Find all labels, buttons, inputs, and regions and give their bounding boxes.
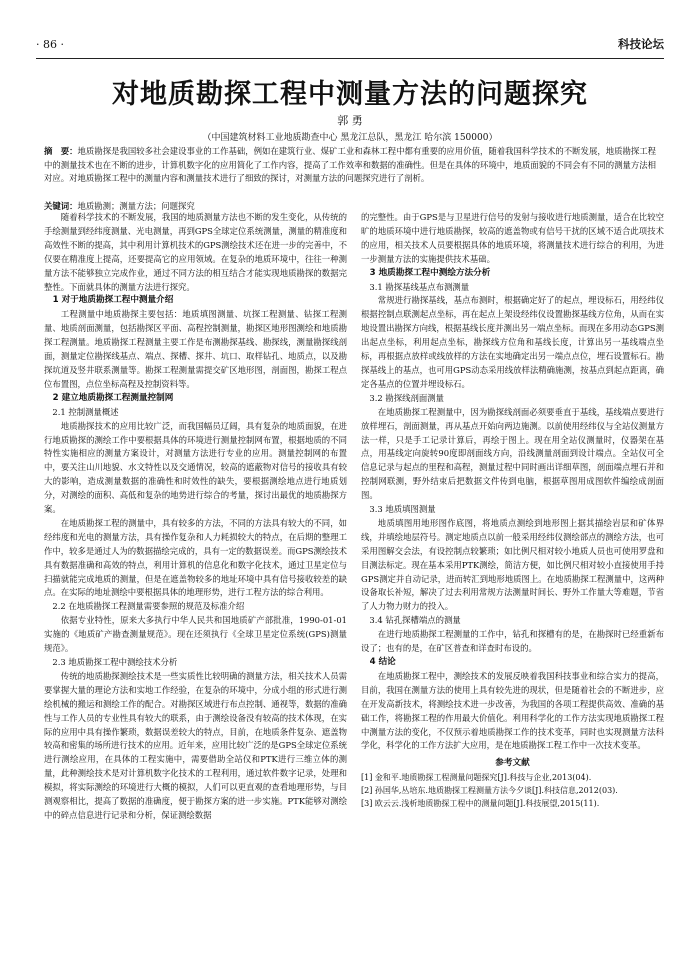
section-2-2-heading: 2.2 在地质勘探工程测量需要参照的规范及标准介绍 — [52, 601, 245, 612]
left-column — [44, 211, 347, 951]
section-2-1-heading: 2.1 控制测量概述 — [52, 406, 119, 417]
running-header — [36, 36, 664, 56]
continued-paragraph: 的完整性。由于GPS是与卫星进行信号的发射与接收进行地质测量，适合在比较空旷的地质环境中进行地质勘探，较高的遮盖物或有信号干扰的区域不适合此项技术的应用，相关技术人员要根据具体的地质环境，将测量技术进行综合的利用，为进一步测量方法的实施提供技术基础。 — [361, 212, 664, 264]
page-number: · 86 · — [36, 38, 64, 51]
section-3-3-heading: 3.3 地质填图测量 — [369, 504, 436, 515]
section-2-heading: 2 建立地质勘探工程测量控制网 — [52, 392, 174, 403]
section-3-2-heading: 3.2 勘探线剖面测量 — [369, 392, 444, 403]
section-2-3-paragraph: 传统的地质勘探测绘技术是一些实质性比较明确的测量方法，相关技术人员需要掌握大量的理论方法和实地工作经验，在复杂的环境中，分成小组的形式进行测绘机械的搬运和测绘工作的配合。对勘探区域进行布点控制、通视等，数据的准确性与工作人员的专业性具有较大的联系，由于测绘设备没有较高的技术体现，在实际的应用中具有操作繁琐，数据误差较大的特点，目前，在地质条件复杂、遮盖物较高和密集的场所进行技术的应用。近年来，应用比较广泛的是GPS全球定位系统进行测绘应用，在具体的工程实施中，需要借助全站仪和PTK进行三维立体的测量，此种测绘技术是对计算机数字化技术的工程利用，通过软件数字记录，处理和模拟，将实际测绘的环境进行大概的模拟，人们可以更直观的查看地理形势，与目测观察相比，提高了数据的准确度，便于勘探方案的进一步实施。PTK能够对测绘中的碎点信息进行记录和分析，保证测绘数据 — [44, 670, 347, 820]
section-2-1-paragraph: 地质勘探技术的应用比较广泛，而我国幅员辽阔，具有复杂的地质面貌，在进行地质勘探的测绘工作中要根据具体的环境进行测量控制网布置，根据地质的不同特性实施相应的测量方案设计，对测量方法进行专业的应用。测量控制网的布置中，要关注山川地貌、水文特性以及交通情况，较高的遮蔽物对信号的接收具有较大的影响，造成测量数据的准确性和时效性的缺失，要根据测绘地点进行地质划分，对测绘的面积、高低和复杂的地势进行综合的考量，探讨出最优的地质勘探方案。 — [44, 420, 347, 515]
section-3-1-paragraph: 常规进行勘探基线，基点布测时，根据确定好了的起点，埋设标石，用经纬仪根据控制点联测起点坐标，再在起点上架设经纬仪设置勘探基线方位角，从而在实地设置出勘探方向线，根据基线长度并测出另一端点坐标。而现在多用动态GPS测出起点坐标，利用起点坐标，勘探线方位角和基线长度，计算出另一基线端点坐标，再根据点放样或线放样的方法在实地确定出另一端点点位，埋石设置标石。勘探基线上的基点，也可用GPS动态采用线放样法精确施测，按基点到起点距离，确定各基点的位置并埋设标石。 — [361, 295, 664, 389]
intro-paragraph: 随着科学技术的不断发展，我国的地质测量方法也不断的发生变化，从传统的手绘测量到经纬度测量、光电测量，再到GPS全球定位系统测量，测量的精准度和高效性不断的提高，其中利用计算机技术的GPS测绘技术还在进一步的完善中，不仅要在精准度上提高，还要提高它的应用领域。在复杂的地质环境中，往往一种测量方法不能够独立完成作业，通过不同方法的相互结合才能实现地质勘探的数据完整性。下面就具体的测量方法进行探究。 — [44, 212, 347, 292]
section-1-heading: 1 对于地质勘探工程中测量介绍 — [52, 295, 174, 306]
column-name: 科技论坛 — [618, 37, 664, 51]
section-3-3-paragraph: 地质填图用地形图作底图，将地质点测绘到地形图上据其描绘岩层和矿体界线，并填绘地层符号。测定地质点以前一般采用经纬仪测绘部点的测绘方法，也可采用图解交会法，有设控制点较繁琐；如比例尺相对较小地质人员也可使用罗盘和目测法标定。现在基本采用PTK测绘，简洁方便，如比例尺相对较小直接使用手持GPS测定并自动记录，进而转汇到地形地质图上。在地质勘探工程测量中，这两种设备取长补短，解决了过去利用常规方法测量时间长、野外工作量大等难题，节省了人力物力财力的投入。 — [361, 517, 664, 612]
keywords-label: 关键词： — [44, 201, 78, 211]
section-2-1-paragraph-b: 在地质勘探工程的测量中，具有较多的方法，不同的方法具有较大的不同，如经纬度和光电的测量方法，具有操作复杂和人力耗损较大的特点，在后期的整理工作中，较多是通过人为的数据描绘完成的，具有一定的数据误差。而GPS测绘技术具有数据准确和高效的特点，利用计算机的信息化和数字化技术，通过卫星定位与扫描就能完成地质的测量，但是在遮盖物较多的地址环境中具有信号接收较差的缺点。在实际的地址测绘中要根据具体的地理形势，进行工程方法的综合利用。 — [44, 517, 347, 598]
abstract — [44, 145, 656, 186]
section-3-4-heading: 3.4 钻孔探槽端点的测量 — [369, 615, 461, 626]
author: 郭 勇 — [337, 114, 363, 127]
reference-item: [3] 欧云云.浅析地质勘探工程中的测量问题[J].科技展望,2015(11). — [361, 799, 600, 809]
body-columns — [44, 211, 664, 951]
section-3-2-paragraph: 在地质勘探工程测量中，因为勘探线剖面必须要垂直于基线，基线端点要进行放样埋石，剖面测量，再从基点开始向两边施测。以前使用经纬仪与全站仪测量方法一样，只是手工记录计算后，再绘于图上。现在用全站仪测量时，仪器架在基点，用基线定向旋转90度即剖面线方向，沿线测量剖面到设计端点。全站仪可全信息记录与起点的里程和高程，测量过程中同时画出详细草图，剖面端点埋石并和控制网联测，野外结束后把数据文件传到电脑，根据草图用成图软件编绘成剖面图。 — [361, 406, 664, 501]
article-title: 对地质勘探工程中测量方法的问题探究 — [112, 79, 588, 110]
keywords-text: 地质勘测；测量方法；问题探究 — [77, 201, 195, 211]
section-3-heading: 3 地质勘探工程中测绘方法分析 — [369, 267, 491, 278]
section-1-paragraph: 工程测量中地质勘探主要包括：地质填图测量、坑探工程测量、钻探工程测量、地质剖面测量，包括勘探区平面、高程控制测量，勘探区地形图测绘和地质勘探工程测量。地质勘探工程测量主要工作是布测勘探基线、勘探线，测量勘探线剖面，测量定位勘探线基点、端点、探槽、探井、坑口、取样钻孔、地质点，以及勘探坑道及竖井联系测量等。勘探工程测量需提交矿区地形图，剖面图，勘探工程点位布置图，点位坐标高程及控制资料等。 — [44, 309, 347, 389]
section-3-4-paragraph: 在进行地质勘探工程测量的工作中，钻孔和探槽有的是，在勘探时已经重新布设了；也有的是，在矿区普查和详查时布设的。 — [361, 629, 664, 654]
affiliation: （中国建筑材料工业地质勘查中心 黑龙江总队，黑龙江 哈尔滨 150000） — [202, 133, 498, 143]
section-4-paragraph: 在地质勘探工程中，测绘技术的发展反映着我国科技事业和综合实力的提高，目前，我国在测量方法的使用上具有较先进的现状，但是随着社会的不断进步，应在开发高新技术，将测绘技术进一步改善，为我国的各项工程提供高效、准确的基础工作，将勘探工程的作用最大价值化。利用科学化的工作方法实现地质勘探工程中测量方法的变化，不仅预示着地质勘探工作的技术变革，同时也实现测量方法科学化，科学化的工作方法扩大应用，是在地质勘探工程工作中一次技术变革。 — [361, 670, 664, 751]
abstract-label: 摘 要： — [44, 146, 78, 156]
section-4-heading: 4 结论 — [369, 657, 396, 667]
section-3-1-heading: 3.1 勘探基线基点布测测量 — [369, 281, 470, 292]
section-2-3-heading: 2.3 地质勘探工程中测绘技术分析 — [52, 657, 178, 667]
reference-item: [1] 金和平.地质勘探工程测量问题探究[J].科技与企业,2013(04). — [361, 773, 592, 783]
abstract-text: 地质勘探是我国较多社会建设事业的工作基础，例如在建筑行业、煤矿工业和森林工程中都有重要的应用价值，随着我国科学技术的不断发展，地质勘探工程中的测量技术也在不断的进步，计算机数字化的应用简化了工作内容，提高了工作效率和数据的准确性。但是在具体的环境中，地质面貌的不同会有不同的测量方法相对应。对地质勘探工程中的测量内容和测量技术进行了细致的探讨，对测量方法的问题探究进行了剖析。 — [44, 146, 657, 183]
section-2-2-paragraph: 依据专业特性，原来大多执行中华人民共和国地质矿产部批准，1990-01-01实施的《地质矿产勘查测量规范》。现在还须执行《全球卫星定位系统(GPS)测量规范》。 — [44, 615, 347, 654]
right-column — [361, 211, 664, 951]
header-rule — [36, 58, 664, 59]
references-title: 参考文献 — [495, 758, 530, 769]
reference-item: [2] 孙国华,丛培东.地质勘探工程测量方法今夕谈[J].科技信息,2012(03). — [361, 786, 618, 796]
